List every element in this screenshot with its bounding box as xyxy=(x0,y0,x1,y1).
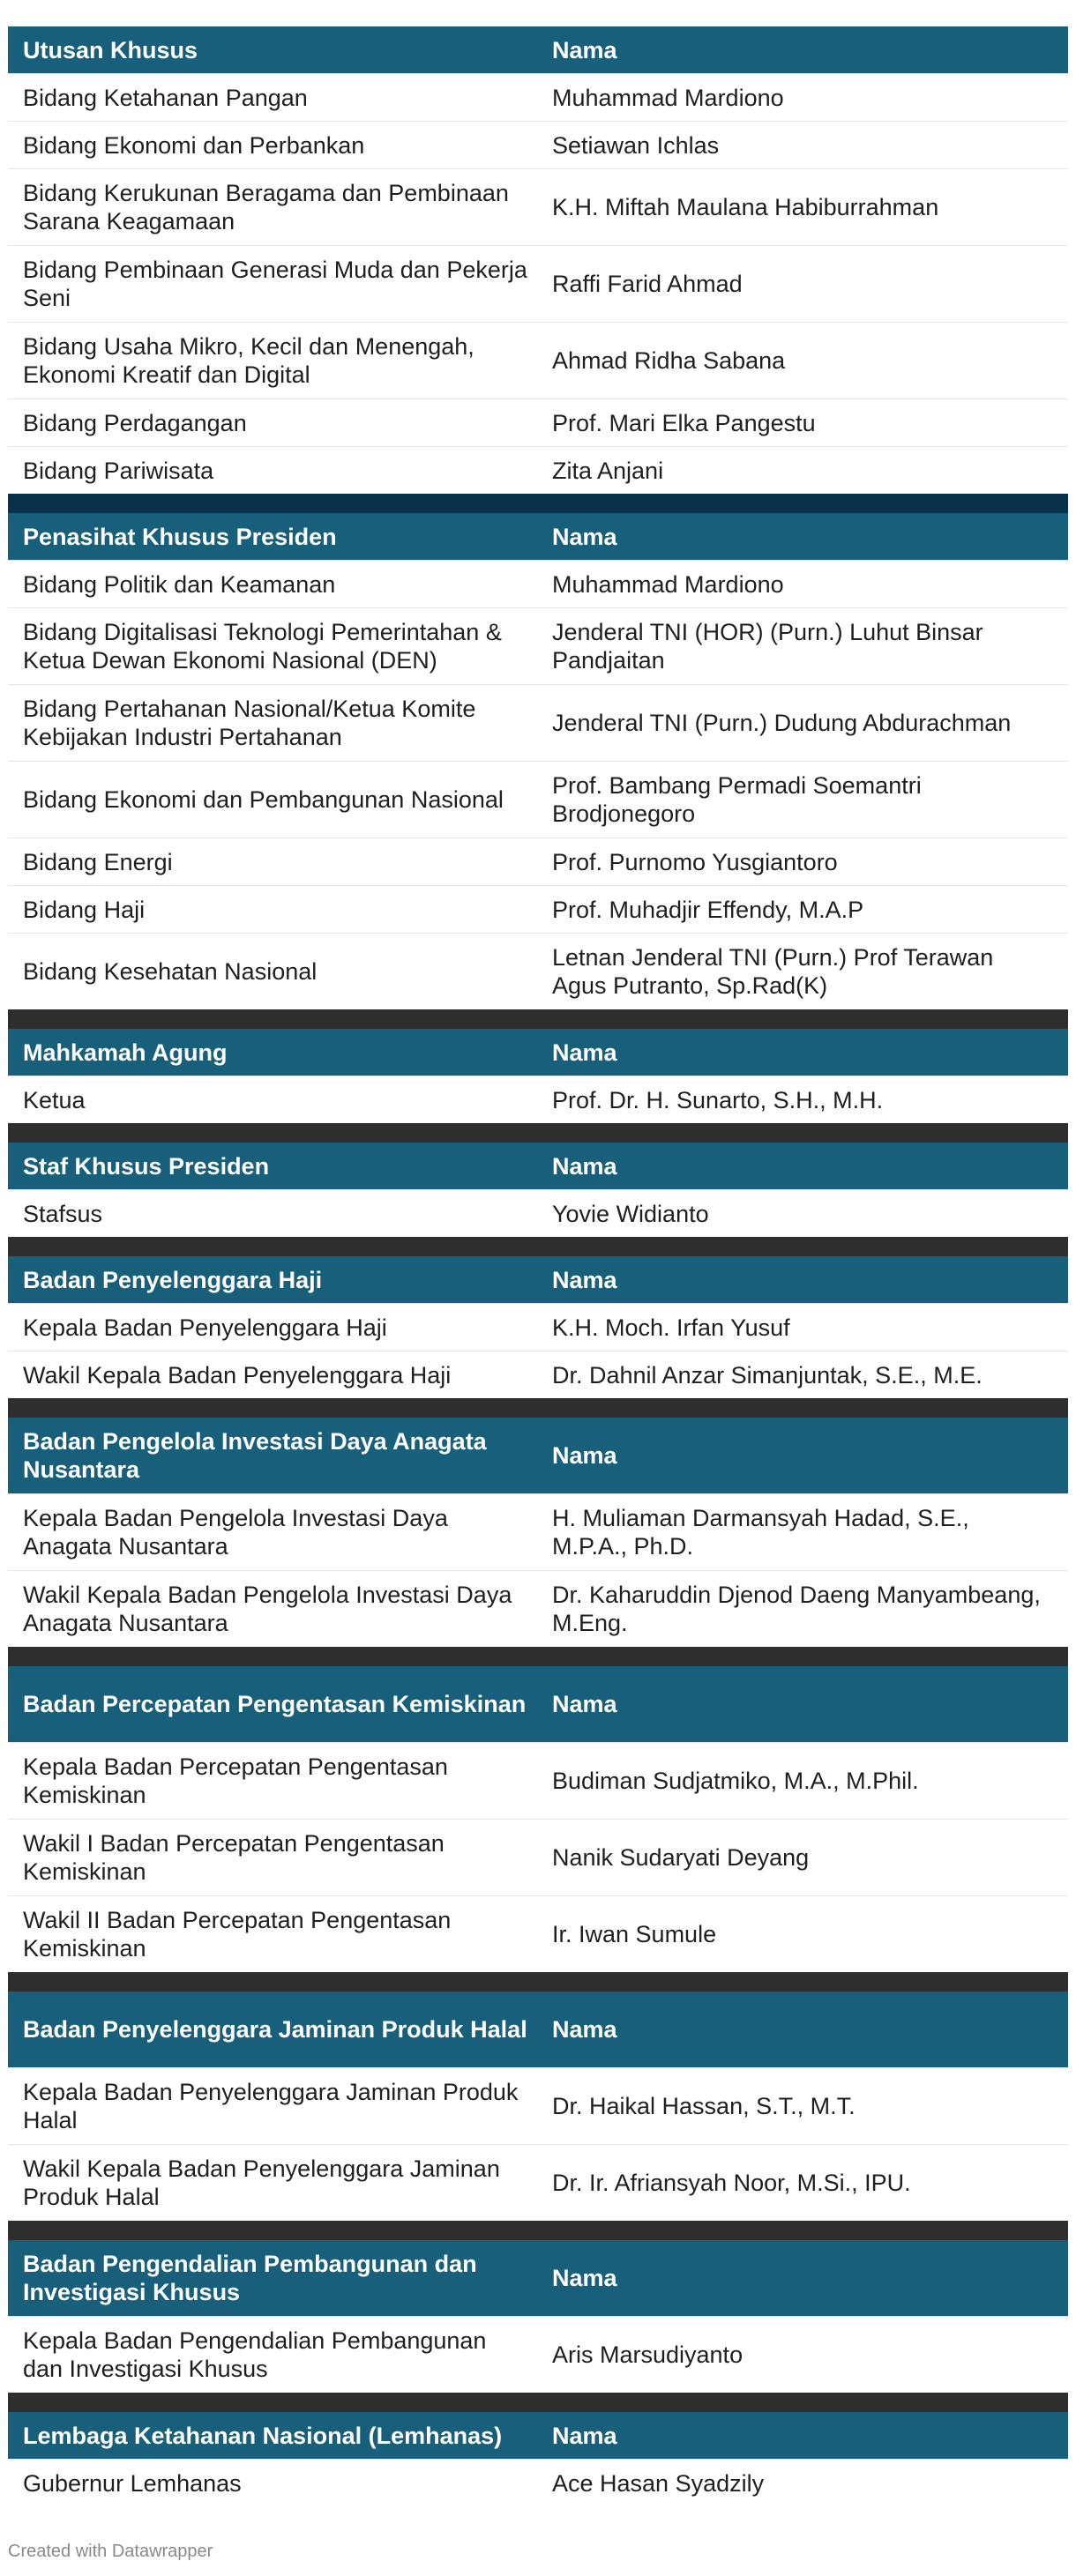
section-header xyxy=(8,2412,1068,2460)
table-row xyxy=(8,1896,1068,1972)
section-divider xyxy=(8,1972,1068,1992)
table-row xyxy=(8,2068,1068,2145)
section-badan-jaminan-produk-halal xyxy=(8,1992,1068,2221)
datawrapper-credit: Created with Datawrapper xyxy=(8,2542,213,2561)
name-column-header: Nama xyxy=(552,36,617,63)
name-cell: Prof. Mari Elka Pangestu xyxy=(552,409,816,436)
table-row xyxy=(8,169,1068,246)
section-title: Staf Khusus Presiden xyxy=(23,1152,270,1180)
section-badan-percepatan-kemiskinan xyxy=(8,1666,1068,1972)
name-column-header: Nama xyxy=(552,1039,617,1066)
table-row xyxy=(8,2460,1068,2506)
role-cell: Bidang Ekonomi dan Pembangunan Nasional xyxy=(23,786,504,813)
role-cell: Bidang Politik dan Keamanan xyxy=(23,570,336,598)
table-row xyxy=(8,2317,1068,2393)
role-cell: Bidang Kesehatan Nasional xyxy=(23,958,318,985)
name-cell: Prof. Dr. H. Sunarto, S.H., M.H. xyxy=(552,1086,884,1113)
role-cell: Bidang Pertahanan Nasional/Ketua Komite Kebijakan Industri Pertahanan xyxy=(23,696,476,750)
name-column-header: Nama xyxy=(552,2016,617,2043)
section-badan-penyelenggara-haji xyxy=(8,1256,1068,1398)
name-cell: Yovie Widianto xyxy=(552,1200,709,1227)
section-penasihat-khusus xyxy=(8,513,1068,1009)
name-cell: Jenderal TNI (HOR) (Purn.) Luhut Binsar Pandjaitan xyxy=(552,619,983,674)
role-cell: Wakil Kepala Badan Penyelenggara Jaminan Produk Halal xyxy=(23,2155,500,2210)
table-row xyxy=(8,762,1068,838)
table-row xyxy=(8,608,1068,685)
table-row xyxy=(8,685,1068,762)
section-title: Lembaga Ketahanan Nasional (Lemhanas) xyxy=(23,2422,503,2449)
section-badan-pengelola-investasi xyxy=(8,1418,1068,1647)
name-cell: Setiawan Ichlas xyxy=(552,131,720,159)
section-header xyxy=(8,1143,1068,1190)
name-cell: Letnan Jenderal TNI (Purn.) Prof Terawan Agus Putranto, Sp.Rad(K) xyxy=(552,944,994,999)
table-row xyxy=(8,1076,1068,1123)
name-cell: H. Muliaman Darmansyah Hadad, S.E., M.P.A., Ph.D. xyxy=(552,1505,969,1560)
name-cell: Dr. Haikal Hassan, S.T., M.T. xyxy=(552,2093,856,2119)
table-row xyxy=(8,447,1068,494)
section-title: Utusan Khusus xyxy=(23,36,198,63)
table-row xyxy=(8,1190,1068,1237)
section-title: Badan Percepatan Pengentasan Kemiskinan xyxy=(23,1691,527,1717)
name-cell: Muhammad Mardiono xyxy=(552,84,784,111)
section-header xyxy=(8,513,1068,561)
table-row xyxy=(8,1494,1068,1571)
table-row xyxy=(8,1820,1068,1896)
name-cell: K.H. Miftah Maulana Habiburrahman xyxy=(552,194,939,220)
section-divider xyxy=(8,1009,1068,1029)
role-cell: Kepala Badan Percepatan Pengentasan Kemiskinan xyxy=(23,1753,448,1808)
role-cell: Bidang Perdagangan xyxy=(23,409,247,436)
role-cell: Bidang Ekonomi dan Perbankan xyxy=(23,131,365,159)
table-row xyxy=(8,246,1068,323)
name-column-header: Nama xyxy=(552,1442,617,1469)
name-cell: Prof. Muhadjir Effendy, M.A.P xyxy=(552,896,864,923)
section-divider xyxy=(8,1123,1068,1143)
role-cell: Stafsus xyxy=(23,1200,103,1227)
section-divider xyxy=(8,2221,1068,2240)
section-header xyxy=(8,1418,1068,1494)
section-badan-pengendalian-pembangunan xyxy=(8,2240,1068,2393)
section-title: Mahkamah Agung xyxy=(23,1039,228,1066)
table-row xyxy=(8,323,1068,399)
role-cell: Ketua xyxy=(23,1086,86,1113)
role-cell: Bidang Digitalisasi Teknologi Pemerintahan & Ketua Dewan Ekonomi Nasional (DEN) xyxy=(23,619,502,674)
name-column-header: Nama xyxy=(552,1152,617,1180)
role-cell: Bidang Kerukunan Beragama dan Pembinaan Sarana Keagamaan xyxy=(23,180,509,235)
section-staf-khusus xyxy=(8,1143,1068,1237)
name-cell: Zita Anjani xyxy=(552,457,664,484)
name-cell: Budiman Sudjatmiko, M.A., M.Phil. xyxy=(552,1768,919,1794)
table-row xyxy=(8,561,1068,608)
table-row xyxy=(8,122,1068,169)
section-divider xyxy=(8,494,1068,513)
name-cell: Dr. Dahnil Anzar Simanjuntak, S.E., M.E. xyxy=(552,1361,983,1389)
section-header xyxy=(8,1666,1068,1743)
name-column-header: Nama xyxy=(552,1691,617,1717)
role-cell: Bidang Ketahanan Pangan xyxy=(23,84,308,111)
section-lemhanas xyxy=(8,2412,1068,2506)
name-cell: Ahmad Ridha Sabana xyxy=(552,347,786,374)
section-divider xyxy=(8,1237,1068,1256)
role-cell: Bidang Pariwisata xyxy=(23,457,214,484)
table-row xyxy=(8,1351,1068,1398)
section-title: Badan Penyelenggara Jaminan Produk Halal xyxy=(23,2016,527,2043)
table-row xyxy=(8,2145,1068,2221)
name-cell: K.H. Moch. Irfan Yusuf xyxy=(552,1314,790,1341)
section-divider xyxy=(8,2393,1068,2412)
section-header xyxy=(8,1992,1068,2068)
section-divider xyxy=(8,1398,1068,1418)
section-header xyxy=(8,26,1068,74)
table-row xyxy=(8,1571,1068,1647)
name-cell: Muhammad Mardiono xyxy=(552,570,784,598)
section-title: Badan Penyelenggara Haji xyxy=(23,1266,323,1293)
role-cell: Wakil I Badan Percepatan Pengentasan Kemiskinan xyxy=(23,1830,445,1885)
name-cell: Prof. Bambang Permadi Soemantri Brodjonegoro xyxy=(552,772,922,827)
name-cell: Nanik Sudaryati Deyang xyxy=(552,1844,810,1871)
name-cell: Ir. Iwan Sumule xyxy=(552,1921,717,1947)
name-column-header: Nama xyxy=(552,523,617,550)
role-cell: Kepala Badan Penyelenggara Haji xyxy=(23,1314,387,1341)
name-column-header: Nama xyxy=(552,1266,617,1293)
table-row xyxy=(8,399,1068,447)
name-cell: Dr. Ir. Afriansyah Noor, M.Si., IPU. xyxy=(552,2170,911,2196)
role-cell: Kepala Badan Pengendalian Pembangunan dan Investigasi Khusus xyxy=(23,2327,487,2382)
section-title: Badan Pengelola Investasi Daya Anagata Nusantara xyxy=(23,1428,487,1483)
name-cell: Ace Hasan Syadzily xyxy=(552,2469,765,2497)
section-utusan-khusus xyxy=(8,26,1068,494)
section-divider xyxy=(8,1647,1068,1666)
role-cell: Bidang Haji xyxy=(23,896,146,923)
name-cell: Dr. Kaharuddin Djenod Daeng Manyambeang, M.Eng. xyxy=(552,1582,1041,1636)
role-cell: Kepala Badan Pengelola Investasi Daya Anagata Nusantara xyxy=(23,1505,448,1560)
role-cell: Kepala Badan Penyelenggara Jaminan Produk Halal xyxy=(23,2079,519,2133)
section-header xyxy=(8,1029,1068,1076)
table-row xyxy=(8,1304,1068,1351)
name-cell: Raffi Farid Ahmad xyxy=(552,271,743,297)
name-cell: Aris Marsudiyanto xyxy=(552,2341,743,2368)
role-cell: Bidang Pembinaan Generasi Muda dan Pekerja Seni xyxy=(23,257,527,311)
name-cell: Jenderal TNI (Purn.) Dudung Abdurachman xyxy=(552,710,1012,736)
role-cell: Wakil Kepala Badan Penyelenggara Haji xyxy=(23,1361,452,1389)
role-cell: Wakil Kepala Badan Pengelola Investasi Daya Anagata Nusantara xyxy=(23,1582,512,1636)
section-title: Badan Pengendalian Pembangunan dan Investigasi Khusus xyxy=(23,2251,477,2305)
table-row xyxy=(8,838,1068,886)
section-mahkamah-agung xyxy=(8,1029,1068,1123)
section-header xyxy=(8,1256,1068,1304)
table-row xyxy=(8,74,1068,122)
role-cell: Wakil II Badan Percepatan Pengentasan Kemiskinan xyxy=(23,1907,452,1962)
role-cell: Gubernur Lemhanas xyxy=(23,2469,242,2497)
table-row xyxy=(8,934,1068,1009)
section-header xyxy=(8,2240,1068,2317)
role-cell: Bidang Energi xyxy=(23,848,173,875)
role-cell: Bidang Usaha Mikro, Kecil dan Menengah, Ekonomi Kreatif dan Digital xyxy=(23,333,474,388)
name-column-header: Nama xyxy=(552,2265,617,2291)
table-row xyxy=(8,886,1068,934)
name-cell: Prof. Purnomo Yusgiantoro xyxy=(552,848,838,875)
table-row xyxy=(8,1743,1068,1820)
datawrapper-table xyxy=(8,26,1068,2506)
section-title: Penasihat Khusus Presiden xyxy=(23,523,337,550)
name-column-header: Nama xyxy=(552,2422,617,2449)
